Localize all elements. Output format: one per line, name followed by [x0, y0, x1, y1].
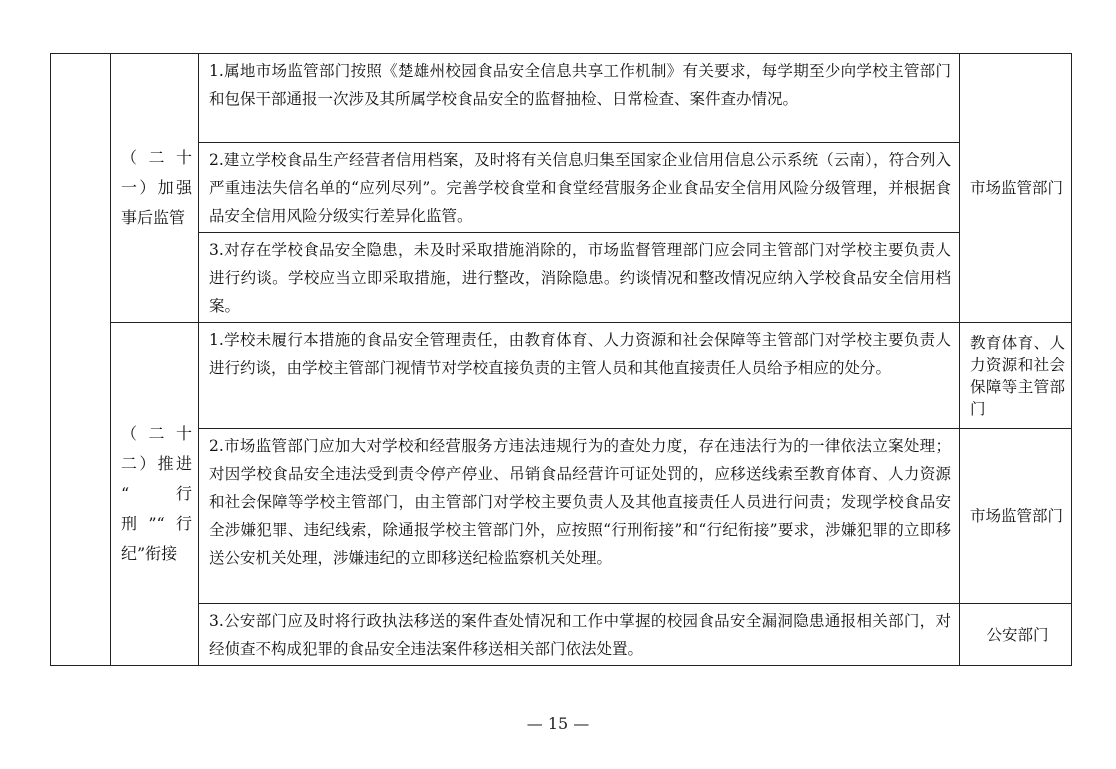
- section-22-line-3: “行刑”“行: [121, 484, 192, 533]
- measure-21-2: 2.建立学校食品生产经营者信用档案，及时将有关信息归集至国家企业信用信息公示系统（云南），符合列入严重违法失信名单的“应列尽列”。完善学校食堂和食堂经营服务企业食品安全信用风险分级管理，并根据食品安全信用风险分级实行差异化监管。: [199, 143, 960, 233]
- section-21-line-1: （二十: [121, 148, 192, 167]
- section-21-title: [111, 54, 199, 323]
- table-row: [51, 323, 1072, 429]
- section-21-line-3: 事后监管: [121, 208, 186, 227]
- table-row: [51, 429, 1072, 604]
- section-22-title: [111, 323, 199, 666]
- responsible-dept-education-hr: 教育体育、人力资源和社会保障等主管部门: [960, 323, 1072, 429]
- table-row: [51, 233, 1072, 323]
- measure-21-1: 1.属地市场监管部门按照《楚雄州校园食品安全信息共享工作机制》有关要求，每学期至少向学校主管部门和包保干部通报一次涉及其所属学校食品安全的监督抽检、日常检查、案件查办情况。: [199, 54, 960, 143]
- policy-table: [50, 53, 1072, 666]
- section-22-line-4: 纪”衔接: [121, 544, 178, 563]
- section-22-line-1: （二十: [121, 424, 192, 443]
- measure-22-2: 2.市场监管部门应加大对学校和经营服务方违法违规行为的查处力度，存在违法行为的一律依法立案处理；对因学校食品安全违法受到责令停产停业、吊销食品经营许可证处罚的，应移送线索至教育体育、人力资源和社会保障等学校主管部门，由主管部门对学校主要负责人及其他直接责任人员进行问责；发现学校食品安全涉嫌犯罪、违纪线索，除通报学校主管部门外，应按照“行刑衔接”和“行纪衔接”要求，涉嫌犯罪的立即移送公安机关处理，涉嫌违纪的立即移送纪检监察机关处理。: [199, 429, 960, 604]
- table-row: [51, 604, 1072, 666]
- measure-21-3: 3.对存在学校食品安全隐患，未及时采取措施消除的，市场监督管理部门应会同主管部门对学校主要负责人进行约谈。学校应当立即采取措施，进行整改，消除隐患。约谈情况和整改情况应纳入学校食品安全信用档案。: [199, 233, 960, 323]
- table-row: [51, 143, 1072, 233]
- responsible-dept-market-regulation-2: 市场监管部门: [960, 429, 1072, 604]
- section-21-line-2: 一）加强: [121, 178, 192, 197]
- page-number: — 15 —: [526, 714, 590, 733]
- section-22-line-2: 二）推进: [121, 454, 192, 473]
- measure-22-1: 1.学校未履行本措施的食品安全管理责任，由教育体育、人力资源和社会保障等主管部门对学校主要负责人进行约谈，由学校主管部门视情节对学校直接负责的主管人员和其他直接责任人员给予相应的处分。: [199, 323, 960, 429]
- measure-22-3: 3.公安部门应及时将行政执法移送的案件查处情况和工作中掌握的校园食品安全漏洞隐患通报相关部门，对经侦查不构成犯罪的食品安全违法案件移送相关部门依法处置。: [199, 604, 960, 666]
- responsible-dept-market-regulation: 市场监管部门: [960, 54, 1072, 323]
- responsible-dept-public-security: 公安部门: [960, 604, 1072, 666]
- table-row: [51, 54, 1072, 143]
- blank-column-cell: [51, 54, 111, 666]
